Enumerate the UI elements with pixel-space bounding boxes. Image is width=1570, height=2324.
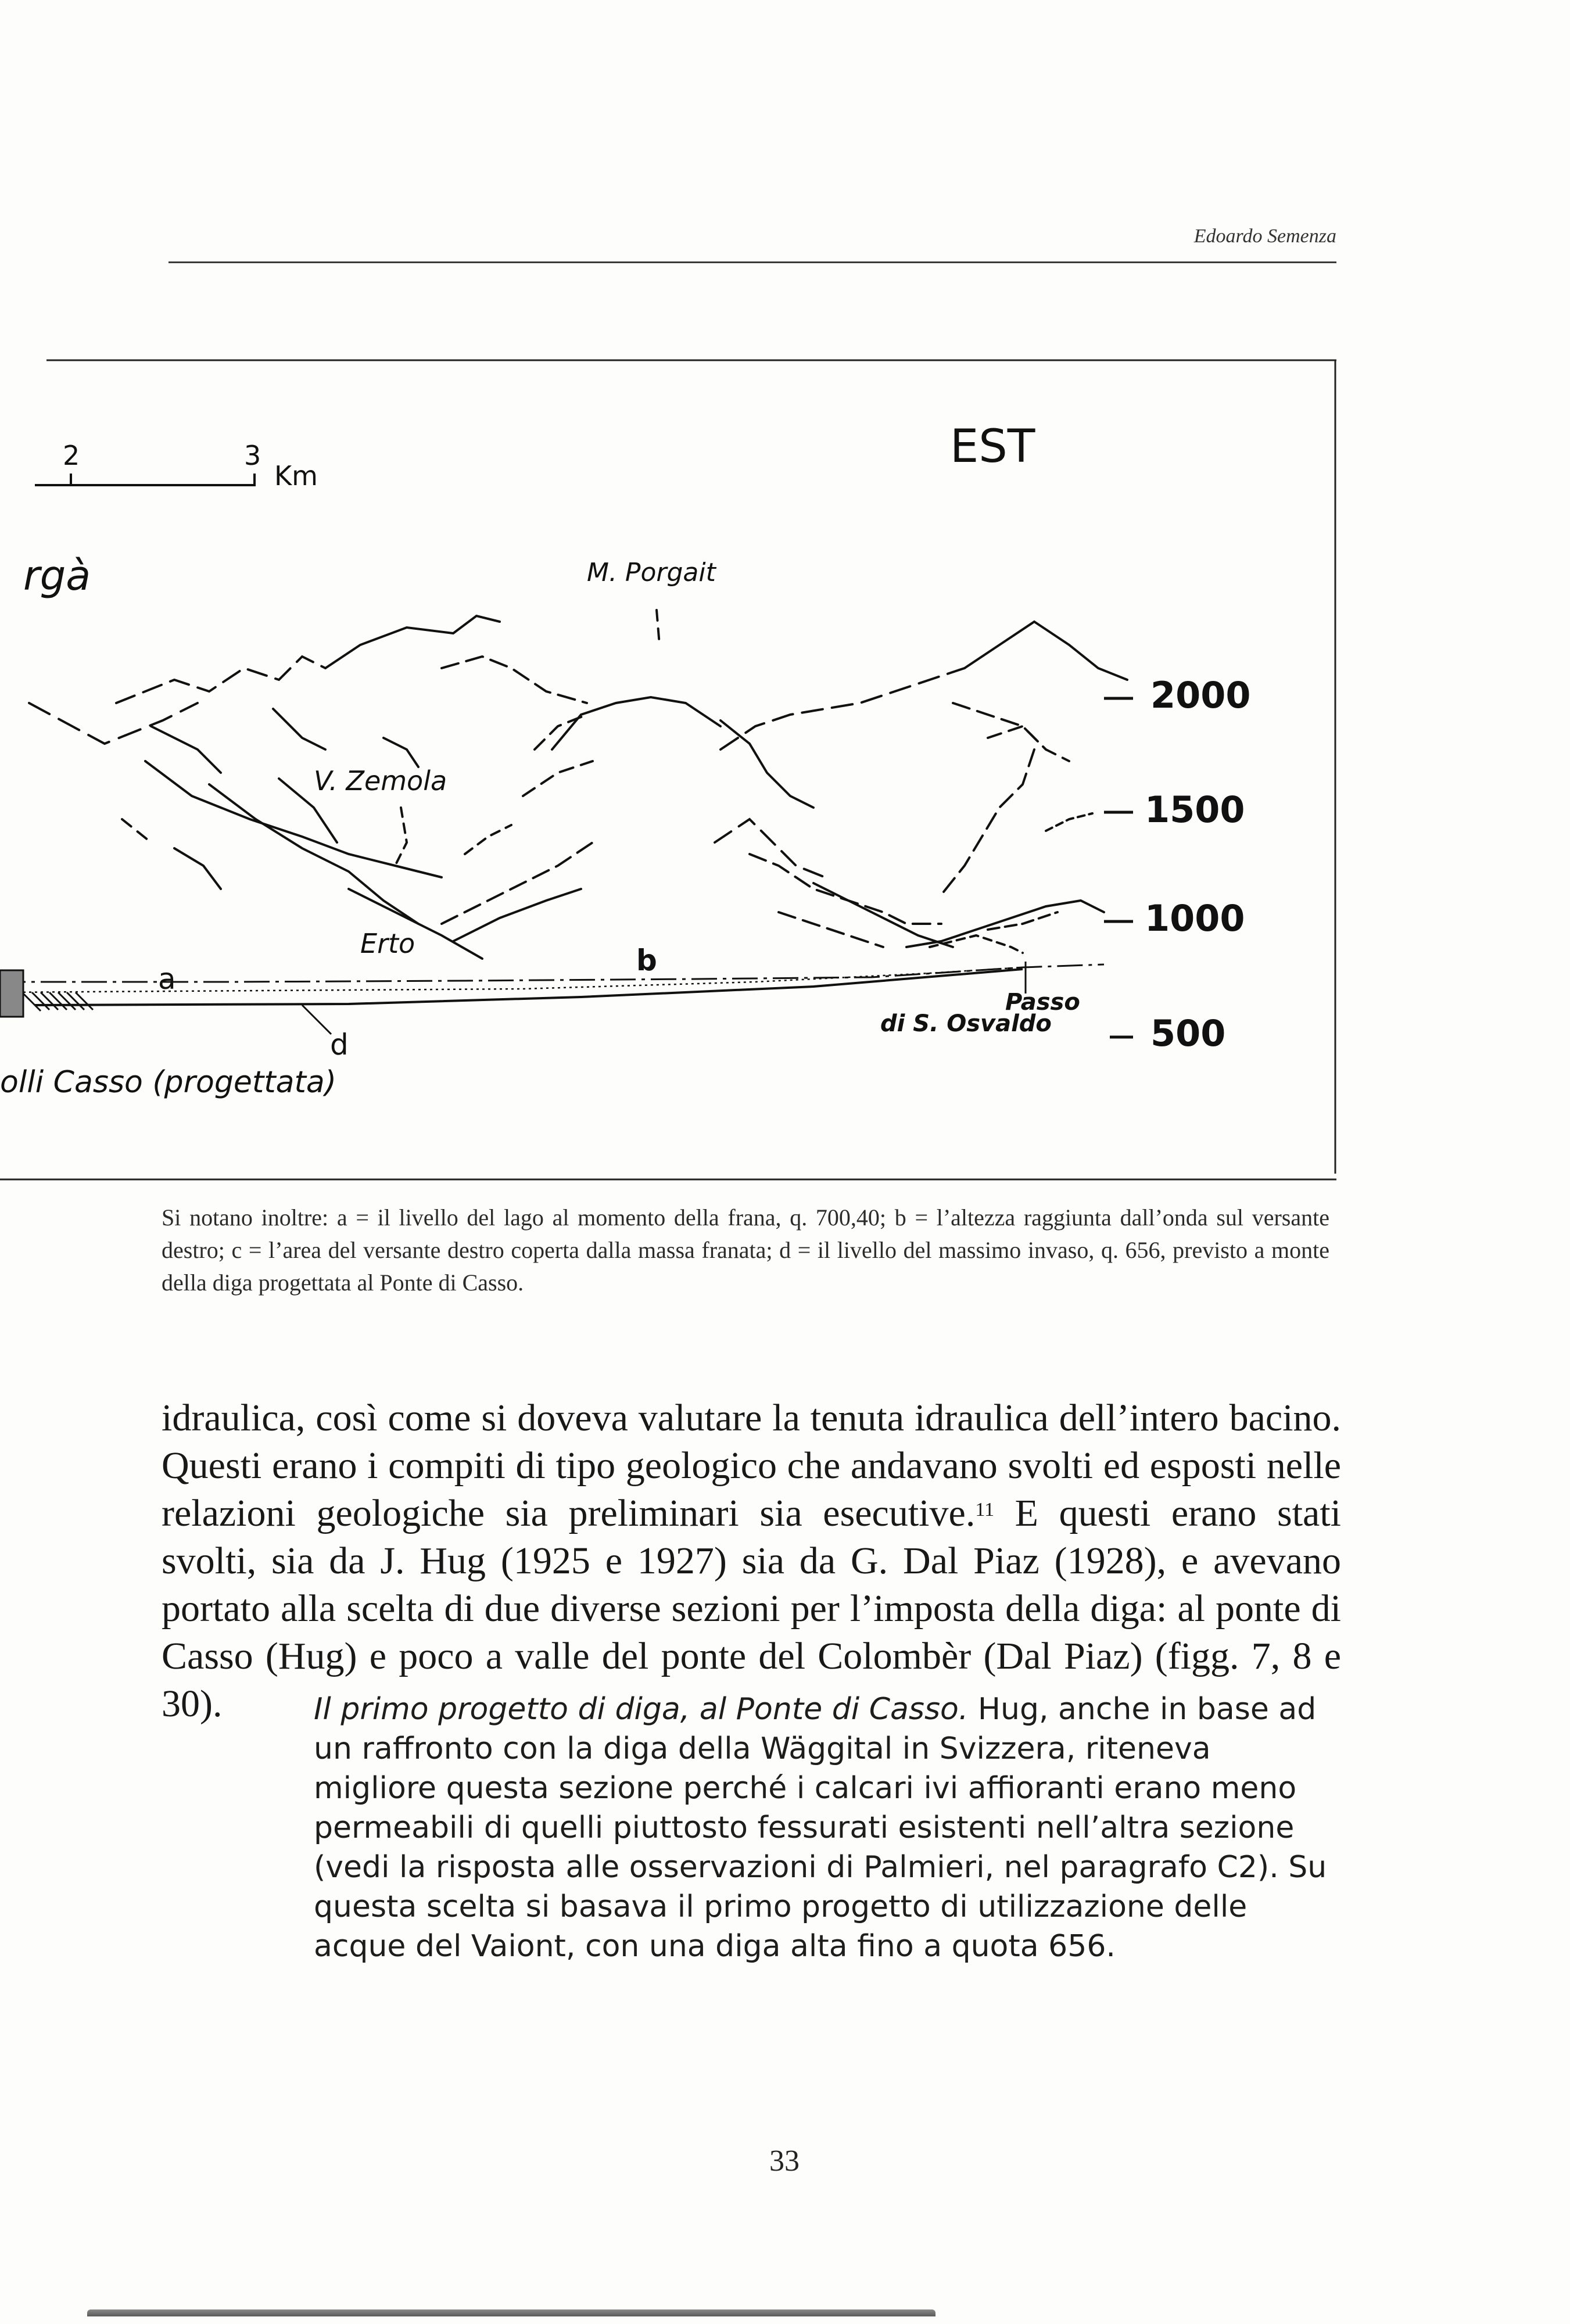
quoted-section — [314, 1690, 1342, 1966]
label-a: a — [158, 962, 176, 996]
scale-label-3: 3 — [244, 440, 261, 471]
dam-label: olli Casso (progettata) — [0, 1065, 337, 1100]
peak-label: M. Porgait — [587, 558, 716, 587]
panorama-figure — [0, 343, 1570, 1185]
valley-label: V. Zemola — [314, 765, 447, 797]
village-label: Erto — [360, 928, 415, 959]
elevation-1500: 1500 — [1145, 788, 1245, 831]
figure-frame — [0, 360, 1336, 1179]
scale-unit: Km — [274, 460, 318, 492]
mountain-ridges — [29, 610, 1127, 959]
elevation-500: 500 — [1150, 1012, 1226, 1055]
body-text-before-note: idraulica, così come si doveva valutare la tenuta idraulica dell’intero bacino. Questi erano i compiti di tipo geologico che andavano svolti ed esposti nelle relazioni geologiche sia preliminari sia esecutive. — [162, 1397, 1341, 1534]
label-b: b — [636, 944, 657, 977]
label-d: d — [330, 1028, 349, 1061]
dam-hatching — [0, 970, 93, 1017]
page-edge-strip — [87, 2309, 935, 2316]
elevation-2000: 2000 — [1150, 674, 1251, 716]
direction-label: EST — [950, 421, 1035, 473]
elevation-1000: 1000 — [1145, 897, 1245, 939]
running-header: Edoardo Semenza — [1193, 225, 1336, 247]
elevation-ticks — [1104, 698, 1133, 1037]
scale-bar — [35, 474, 256, 485]
pass-label-line1: Passo — [1005, 989, 1080, 1016]
pass-label-line2: di S. Osvaldo — [880, 1010, 1052, 1037]
page-number: 33 — [769, 2144, 800, 2178]
header-rule — [169, 261, 1336, 263]
place-partial-label: rgà — [23, 552, 91, 600]
quoted-section-text: Hug, anche in base ad un raffronto con la diga della Wäggital in Svizzera, riteneva migliore questa sezione perché i calcari ivi affioranti erano meno permeabili di quelli piuttosto fessurati esistenti nell’altra sezione (vedi la risposta alle osservazioni di Palmieri, nel paragrafo C2). Su questa scelta si basava il primo progetto di utilizzazione delle acque del Vaiont, con una diga alta fino a quota 656. — [314, 1692, 1327, 1964]
footnote-reference: 11 — [975, 1499, 995, 1520]
quoted-section-title: Il primo progetto di diga, al Ponte di Casso. — [314, 1692, 969, 1727]
body-paragraph — [162, 1394, 1341, 1728]
body-text-after-note: E questi erano stati svolti, sia da J. Hug (1925 e 1927) sia da G. Dal Piaz (1928), e avevano portato alla scelta di due diverse sezioni per l’imposta della diga: al ponte di Casso (Hug) e poco a valle del ponte del Colombèr (Dal Piaz) (figg. 7, 8 e 30). — [162, 1492, 1341, 1725]
figure-caption: Si notano inoltre: a = il livello del lago al momento della frana, q. 700,40; b = l’altezza raggiunta dall’onda sul versante destro; c = l’area del versante destro coperta dalla massa franata; d = il livello del massimo invaso, q. 656, previsto a monte della diga progettata al Ponte di Casso. — [162, 1204, 1329, 1296]
scale-label-2: 2 — [63, 440, 80, 471]
